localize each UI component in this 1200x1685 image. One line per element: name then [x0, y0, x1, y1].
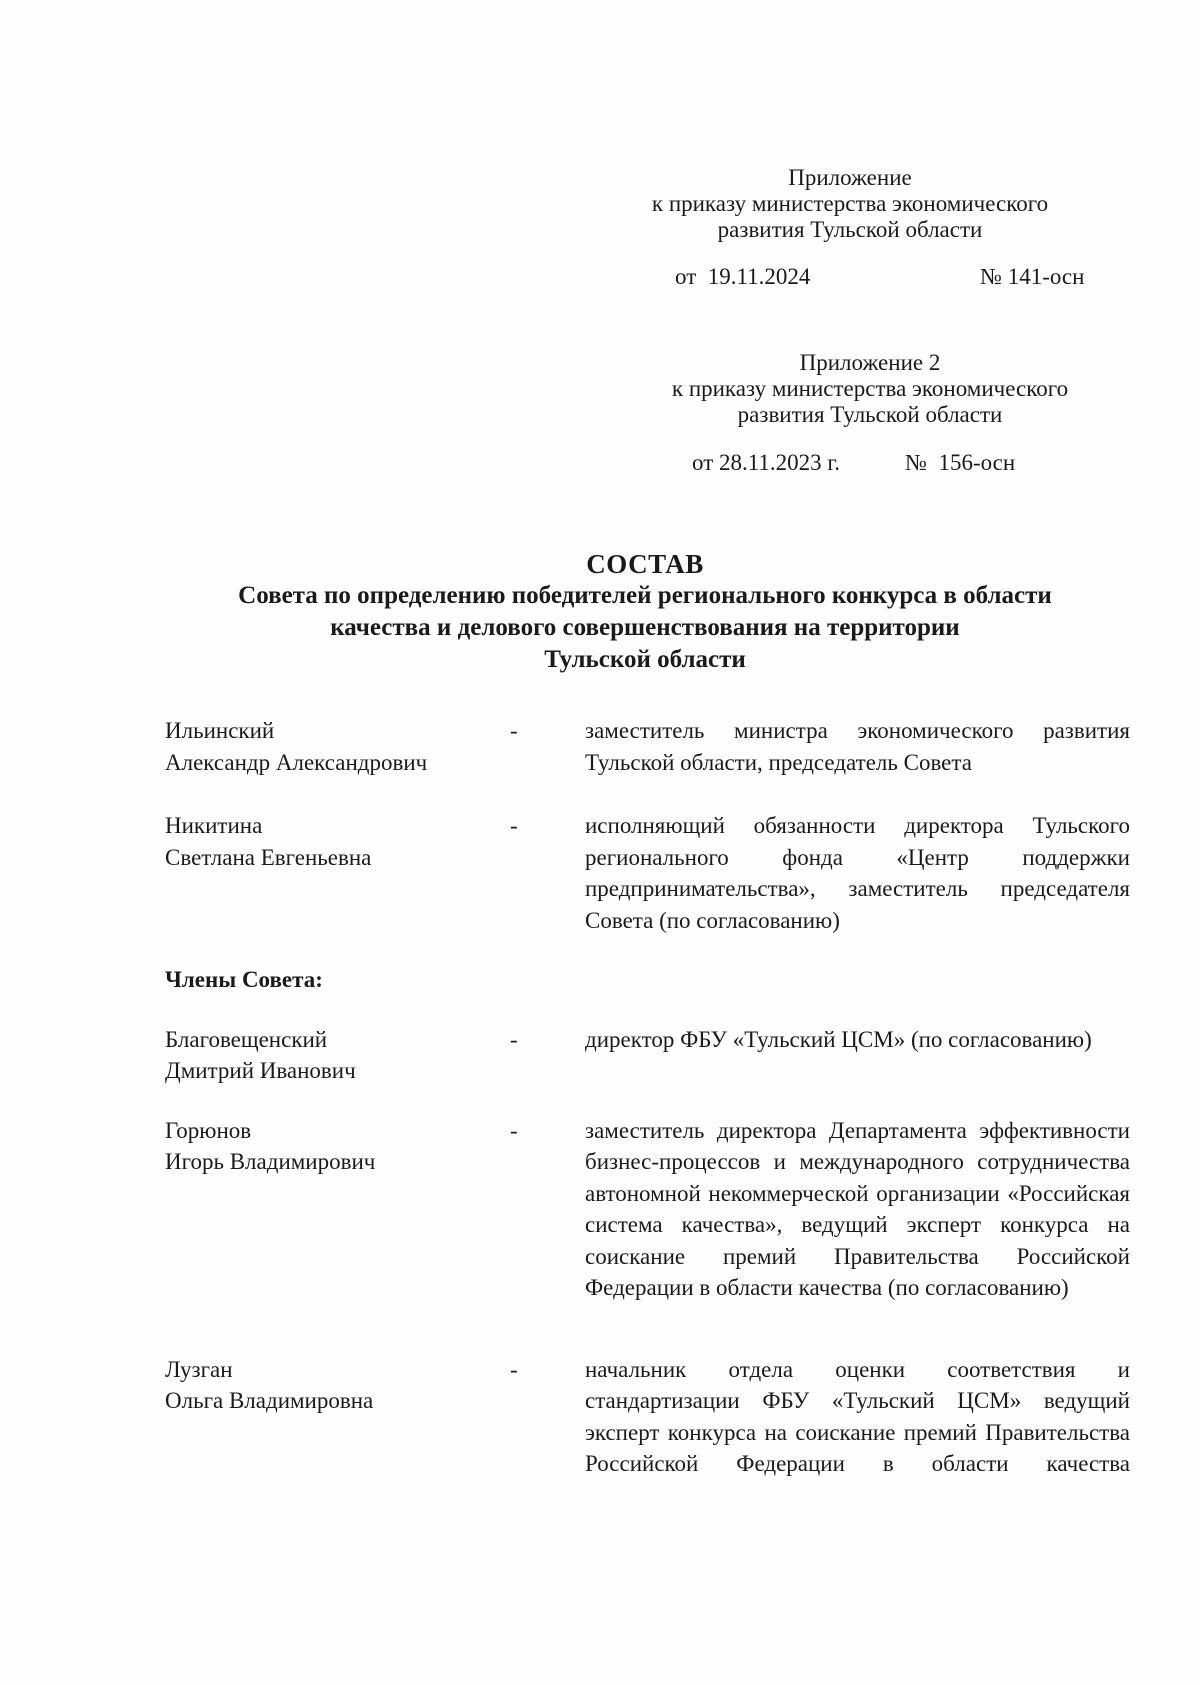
member-role: начальник отдела оценки соответствия и стандартизации ФБУ «Тульский ЦСМ» ведущий эксперт конкурса на соискание премий Правительства Российской Федерации в области качества [585, 1356, 1130, 1476]
appendix-2-line3: развития Тульской области [737, 402, 1003, 427]
member-given-name: Светлана Евгеньевна [165, 844, 372, 870]
member-surname: Никитина [165, 813, 263, 838]
member-dash: - [510, 1356, 518, 1382]
member-given-name: Дмитрий Иванович [165, 1058, 356, 1083]
appendix-2-date: от 28.11.2023 г. [692, 450, 840, 475]
member-name [165, 810, 510, 873]
appendix-1-date: от 19.11.2024 [675, 264, 811, 289]
appendix-1-line1: Приложение [788, 165, 912, 190]
appendix-1-number: № 141-осн [980, 264, 1085, 289]
member-row [165, 1115, 1130, 1304]
member-dash: - [510, 1117, 518, 1143]
member-role: заместитель директора Департамента эффективности бизнес-процессов и международного сотрудничества автономной некоммерческой организации «Российская система качества», ведущий эксперт конкурса на соискание премий Правительства Российской Федерации в области качества (по согласованию) [585, 1117, 1130, 1300]
member-surname: Благовещенский [165, 1026, 328, 1052]
member-dash: - [510, 718, 518, 743]
member-surname: Лузган [165, 1356, 233, 1382]
title-sub-line2: качества и делового совершенствования на территории [330, 614, 960, 641]
member-dash: - [510, 1026, 518, 1052]
member-row [165, 1354, 1130, 1480]
member-row [165, 810, 1130, 936]
appendix-1-line2: к приказу министерства экономического [651, 191, 1049, 216]
members-section-label: Члены Совета: [165, 967, 323, 992]
member-given-name: Александр Александрович [165, 749, 428, 775]
member-name [165, 1024, 510, 1087]
appendix-2-line2: к приказу министерства экономического [671, 376, 1069, 401]
member-role: директор ФБУ «Тульский ЦСМ» (по согласованию) [585, 1026, 1092, 1052]
member-name [165, 1115, 510, 1178]
member-role: заместитель министра экономического развития Тульской области, председатель Совета [585, 718, 1130, 775]
title-sub-line1: Совета по определению победителей регионального конкурса в области [238, 582, 1052, 609]
member-given-name: Игорь Владимирович [165, 1149, 376, 1174]
appendix-2-number: № 156-осн [905, 450, 1016, 475]
appendix-1-header [560, 165, 1140, 243]
member-dash: - [510, 813, 518, 838]
member-surname: Ильинский [165, 718, 275, 743]
member-name [165, 1354, 510, 1417]
appendix-2-line1: Приложение 2 [799, 350, 941, 375]
member-surname: Горюнов [165, 1117, 252, 1143]
member-name [165, 715, 510, 778]
document-title [140, 548, 1150, 676]
title-main: СОСТАВ [586, 549, 704, 579]
member-role: исполняющий обязанности директора Тульского регионального фонда «Центр поддержки предпринимательства», заместитель председателя Совета (по согласованию) [585, 813, 1130, 933]
member-row [165, 1024, 1130, 1087]
appendix-1-line3: развития Тульской области [717, 217, 983, 242]
council-members-list [165, 715, 1130, 1480]
member-given-name: Ольга Владимировна [165, 1388, 374, 1413]
appendix-2-header [590, 350, 1150, 428]
title-sub-line3: Тульской области [544, 646, 746, 673]
member-row [165, 715, 1130, 778]
